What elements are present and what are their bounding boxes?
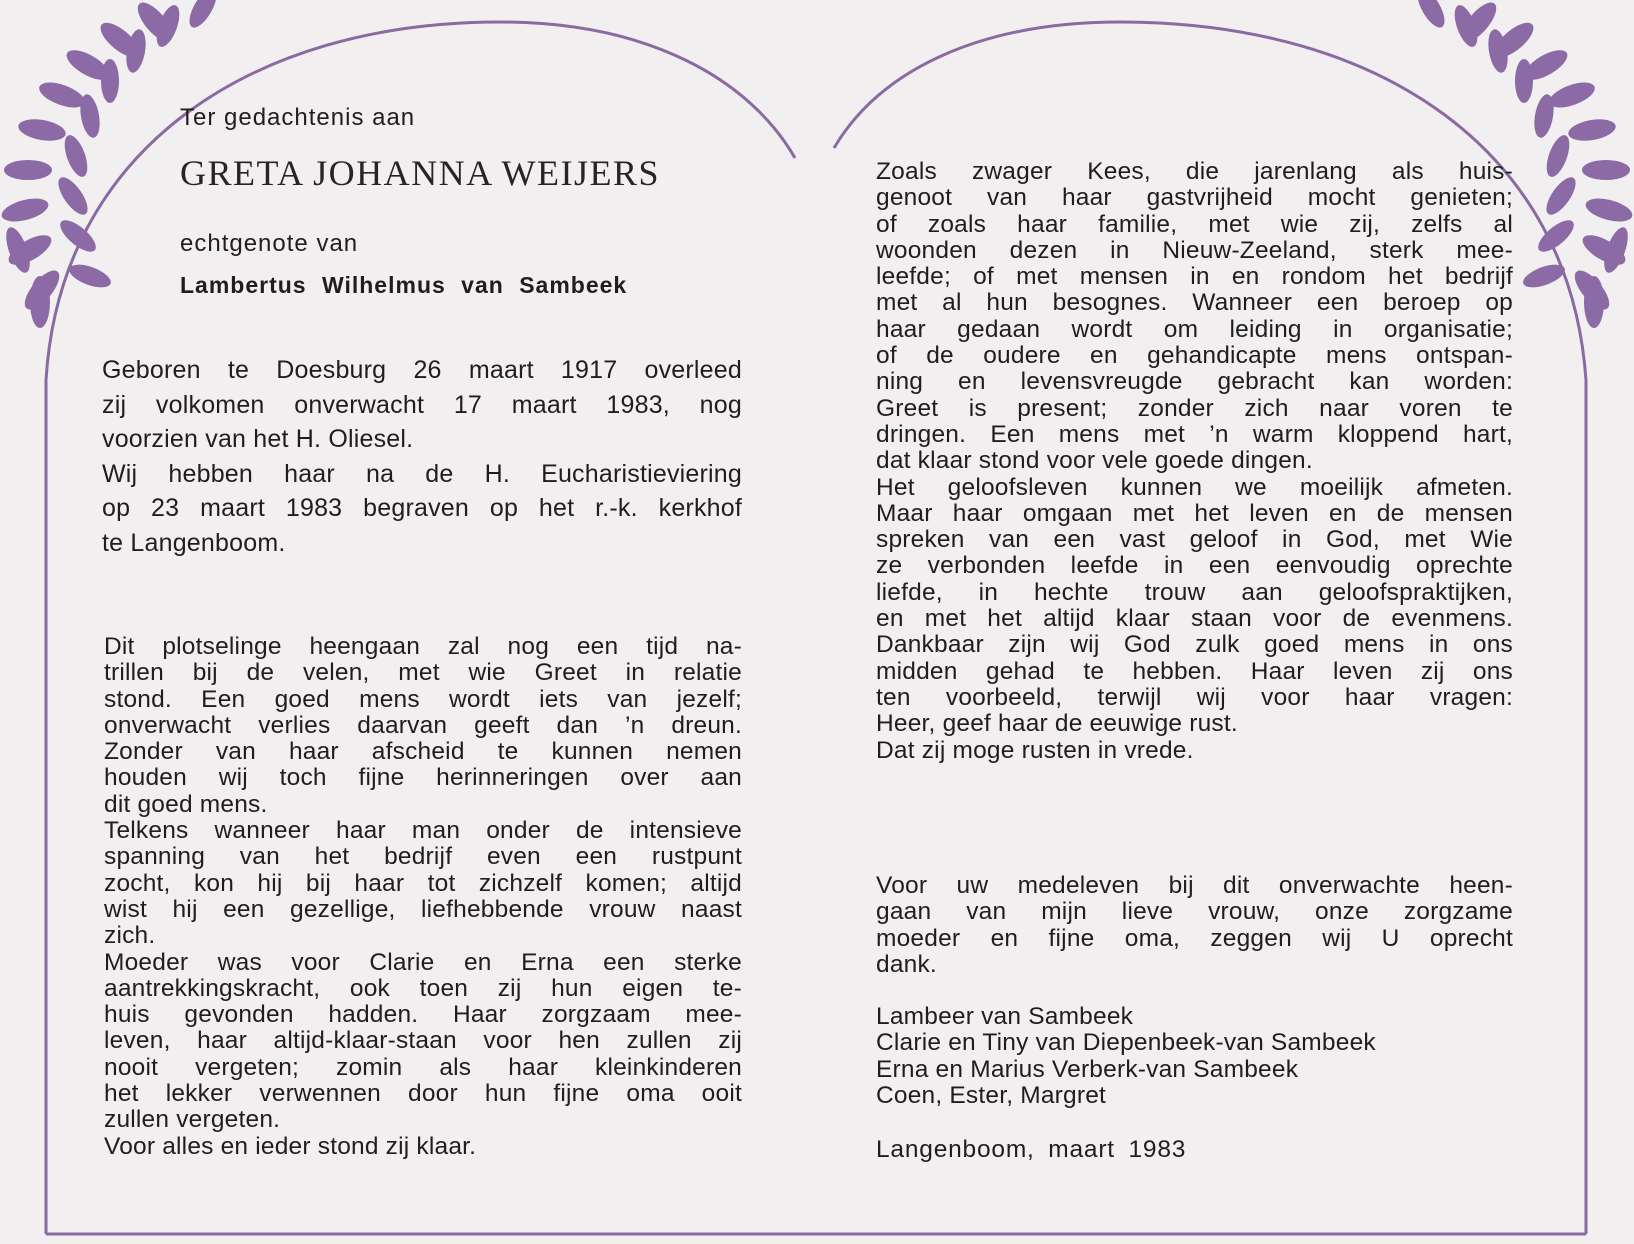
text-line: Erna en Marius Verberk-van Sambeek xyxy=(876,1055,1299,1083)
text-line: of zoals haar familie, met wie zij, zelfs al xyxy=(876,210,1513,238)
text-line: Clarie en Tiny van Diepenbeek-van Sambeek xyxy=(876,1029,1376,1057)
text-line: het lekker verwennen door hun fijne oma ooit xyxy=(104,1080,742,1108)
text-line: dat klaar stond voor vele goede dingen. xyxy=(876,447,1313,475)
text-line: aantrekkingskracht, ook toen zij hun eigen te- xyxy=(104,974,742,1002)
text-line: onverwacht verlies daarvan geeft dan ’n dreun. xyxy=(104,711,742,739)
text-line: Voor alles en ieder stond zij klaar. xyxy=(104,1132,477,1160)
family-signatures xyxy=(876,1004,1513,1109)
birth-death-paragraph xyxy=(102,353,742,560)
text-line: gaan van mijn lieve vrouw, onze zorgzame xyxy=(876,898,1513,926)
spouse-label: echtgenote van xyxy=(180,230,359,257)
text-line: nooit vergeten; zomin als haar kleinkinderen xyxy=(104,1053,742,1081)
text-line: met al hun besognes. Wanneer een beroep op xyxy=(876,289,1513,317)
text-line: of de oudere en gehandicapte mens ontspan- xyxy=(876,342,1513,370)
thanks-paragraph xyxy=(876,873,1513,978)
text-line: stond. Een goed mens wordt iets van jezelf; xyxy=(104,685,742,713)
text-line: Telkens wanneer haar man onder de intensieve xyxy=(104,817,742,845)
text-line: ze verbonden leefde in een eenvoudig oprechte xyxy=(876,552,1513,580)
text-line: Coen, Ester, Margret xyxy=(876,1081,1107,1109)
text-line: Heer, geef haar de eeuwige rust. xyxy=(876,710,1238,738)
text-line: spreken van een vast geloof in God, met Wie xyxy=(876,526,1513,554)
left-tribute-text xyxy=(104,634,742,1160)
text-line: Voor uw medeleven bij dit onverwachte heen- xyxy=(876,872,1513,899)
text-line: zullen vergeten. xyxy=(104,1106,281,1134)
text-line: voorzien van het H. Oliesel. xyxy=(102,425,414,453)
text-line: zich. xyxy=(104,922,156,950)
text-line: liefde, in hechte trouw aan geloofspraktijken, xyxy=(876,578,1513,606)
text-line: Zonder van haar afscheid te kunnen nemen xyxy=(104,738,742,766)
text-line: Dat zij moge rusten in vrede. xyxy=(876,736,1194,764)
text-line: woonden dezen in Nieuw-Zeeland, sterk mee- xyxy=(876,236,1513,264)
text-line: en met het altijd klaar staan voor de evenmens. xyxy=(876,605,1513,633)
text-line: leefde; of met mensen in en rondom het bedrijf xyxy=(876,263,1513,291)
text-line: Dankbaar zijn wij God zulk goed mens in ons xyxy=(876,631,1513,659)
text-line: wist hij een gezellige, liefhebbende vrouw naast xyxy=(104,895,742,923)
text-line: moeder en fijne oma, zeggen wij U oprecht xyxy=(876,924,1513,952)
text-line: zij volkomen onverwacht 17 maart 1983, nog xyxy=(102,390,742,419)
deceased-name: GRETA JOHANNA WEIJERS xyxy=(180,153,660,193)
text-line: leven, haar altijd-klaar-staan voor hen zullen zij xyxy=(104,1027,742,1055)
text-line: op 23 maart 1983 begraven op het r.-k. kerkhof xyxy=(102,494,742,522)
text-line: dringen. Een mens met ’n warm kloppend hart, xyxy=(876,420,1513,448)
place-date: Langenboom, maart 1983 xyxy=(876,1136,1187,1163)
text-line: genoot van haar gastvrijheid mocht genieten; xyxy=(876,184,1513,212)
text-line: spanning van het bedrijf even een rustpunt xyxy=(104,843,742,871)
text-line: midden gehad te hebben. Haar leven zij ons xyxy=(876,657,1513,685)
spouse-name: Lambertus Wilhelmus van Sambeek xyxy=(180,272,628,298)
text-line: haar gedaan wordt om leiding in organisatie; xyxy=(876,315,1513,343)
text-line: ten voorbeeld, terwijl wij voor haar vragen: xyxy=(876,683,1513,711)
text-line: trillen bij de velen, met wie Greet in relatie xyxy=(104,659,742,687)
text-line: Maar haar omgaan met het leven en de mensen xyxy=(876,499,1513,527)
text-line: Wij hebben haar na de H. Eucharistieviering xyxy=(102,459,742,488)
text-line: Zoals zwager Kees, die jarenlang als huis- xyxy=(876,158,1513,185)
text-line: te Langenboom. xyxy=(102,528,286,557)
text-line: Geboren te Doesburg 26 maart 1917 overleed xyxy=(102,356,742,384)
text-line: Lambeer van Sambeek xyxy=(876,1003,1134,1030)
right-tribute-text xyxy=(876,159,1513,764)
text-line: zocht, kon hij bij haar tot zichzelf komen; altijd xyxy=(104,869,742,897)
text-line: huis gevonden hadden. Haar zorgzaam mee- xyxy=(104,1001,742,1029)
text-line: Dit plotselinge heengaan zal nog een tijd na- xyxy=(104,633,742,660)
text-line: Moeder was voor Clarie en Erna een sterke xyxy=(104,948,742,976)
text-line: Het geloofsleven kunnen we moeilijk afmeten. xyxy=(876,473,1513,501)
text-line: houden wij toch fijne herinneringen over aan xyxy=(104,764,742,792)
text-line: Greet is present; zonder zich naar voren te xyxy=(876,394,1513,422)
memorial-label: Ter gedachtenis aan xyxy=(180,104,416,131)
text-line: dit goed mens. xyxy=(104,790,268,818)
text-line: ning en levensvreugde gebracht kan worden: xyxy=(876,368,1513,396)
text-line: dank. xyxy=(876,950,937,978)
